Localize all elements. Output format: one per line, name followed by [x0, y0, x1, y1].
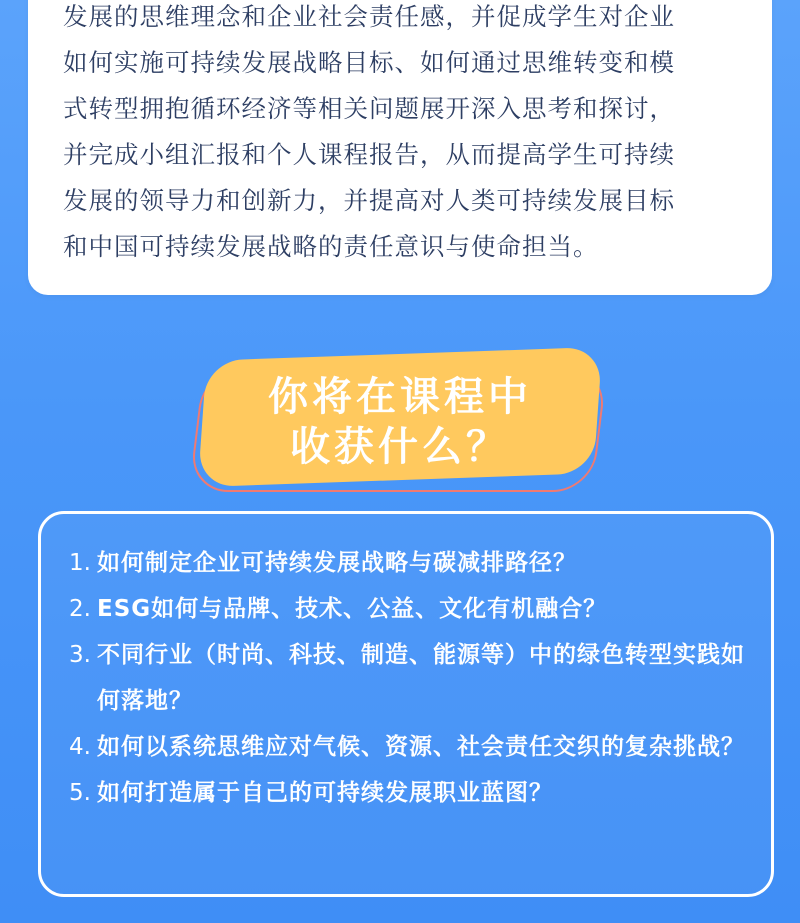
question-text: ESG如何与品牌、技术、公益、文化有机融合？ — [97, 596, 608, 622]
question-number: 5. — [69, 780, 91, 806]
intro-paragraph: 发展的思维理念和企业社会责任感，并促成学生对企业 如何实施可持续发展战略目标、如何通过思维转变和模 式转型拥抱循环经济等相关问题展开深入思考和探讨， 并完成小组汇报和个人课程报告，从而提高学生可持续 发展的领导力和创新力，并提高对人类可持续发展目标 和中国可持续发展战略的责任意识与使命担当。 — [63, 2, 675, 261]
question-text: 如何制定企业可持续发展战略与碳减排路径？ — [97, 550, 577, 576]
question-number: 4. — [69, 734, 91, 760]
question-text: 如何打造属于自己的可持续发展职业蓝图？ — [97, 780, 553, 806]
list-item — [69, 632, 749, 724]
question-text: 不同行业（时尚、科技、制造、能源等）中的绿色转型实践如何落地？ — [97, 642, 745, 714]
list-item — [69, 724, 749, 770]
question-number: 3. — [69, 642, 91, 668]
section-heading-badge — [192, 350, 608, 500]
questions-panel — [38, 511, 774, 897]
question-text: 如何以系统思维应对气候、资源、社会责任交织的复杂挑战？ — [97, 734, 745, 760]
list-item — [69, 540, 749, 586]
section-title: 你将在课程中 收获什么？ — [268, 374, 532, 470]
list-item — [69, 586, 749, 632]
question-number: 2. — [69, 596, 91, 622]
question-number: 1. — [69, 550, 91, 576]
question-list — [69, 540, 749, 816]
list-item — [69, 770, 749, 816]
intro-card — [28, 0, 772, 295]
